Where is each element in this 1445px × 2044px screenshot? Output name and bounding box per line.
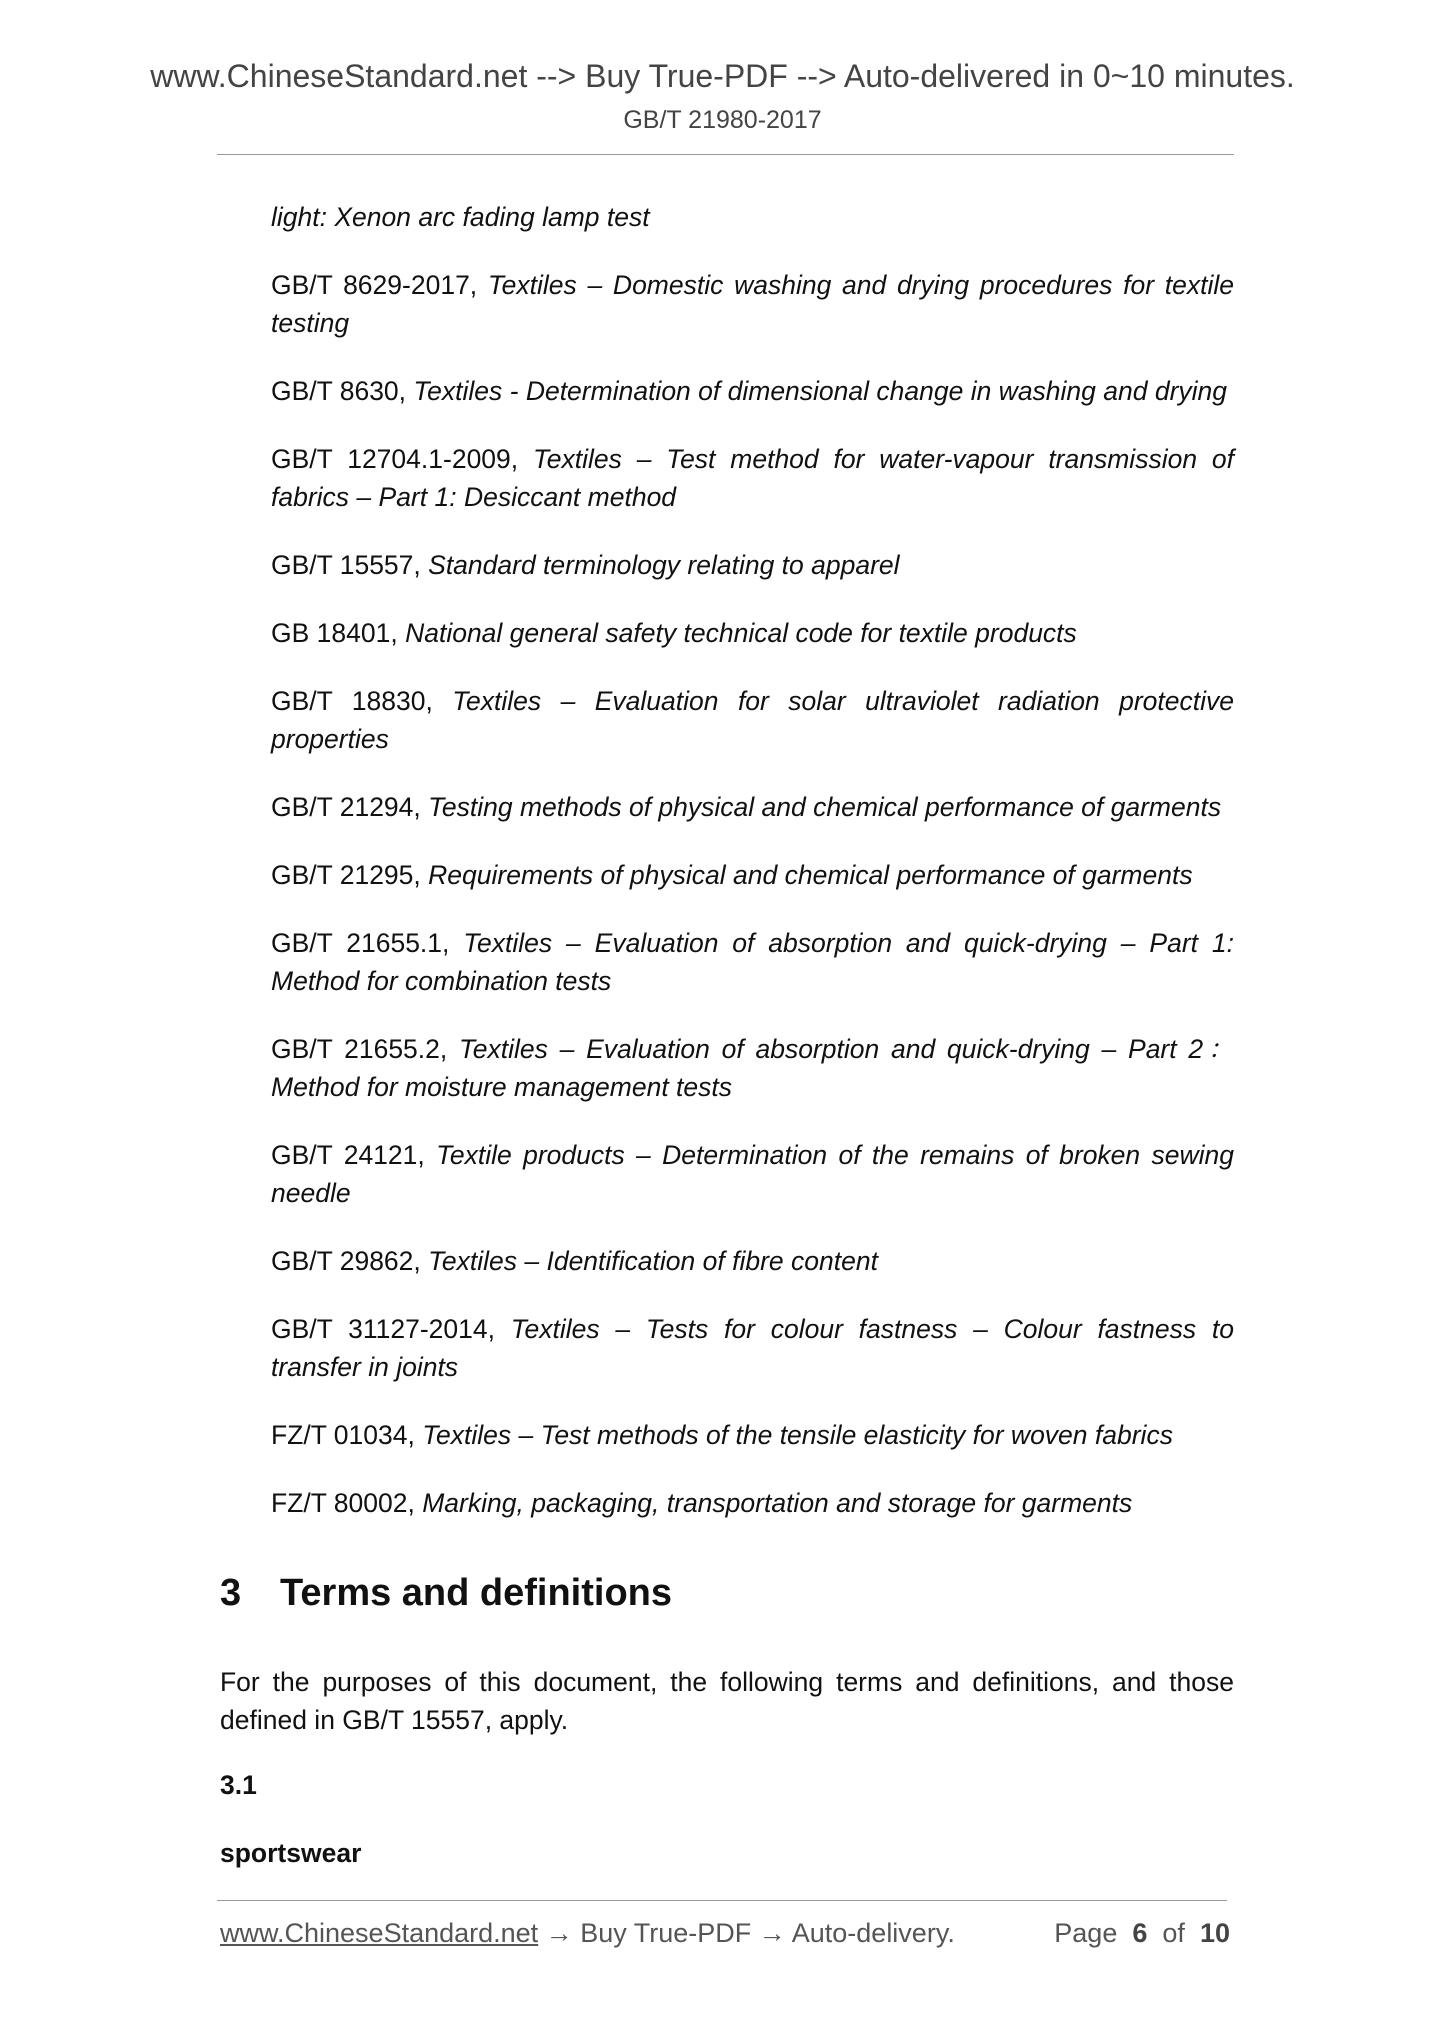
intro-paragraph: For the purposes of this document, the following terms and definitions, and those defined in GB/T 15557, apply. xyxy=(220,1667,1234,1735)
current-page: 6 xyxy=(1132,1918,1148,1948)
reference-item xyxy=(271,1136,1234,1212)
reference-title: Textiles - Determination of dimensional change in washing and drying xyxy=(413,376,1228,406)
reference-code: GB/T 15557, xyxy=(271,550,429,580)
reference-item xyxy=(271,924,1234,1000)
reference-code: GB/T 12704.1-2009, xyxy=(271,444,533,474)
reference-title: Textiles – Evaluation for solar ultraviolet radiation protective properties xyxy=(271,686,1234,754)
reference-item xyxy=(271,682,1234,758)
section-number: 3 xyxy=(220,1572,242,1614)
footer-site-link[interactable]: www.ChineseStandard.net xyxy=(220,1918,539,1948)
normative-references-list xyxy=(271,198,1234,1552)
document-code: GB/T 21980-2017 xyxy=(623,106,822,134)
reference-code: GB/T 29862, xyxy=(271,1246,429,1276)
reference-code: GB/T 21294, xyxy=(271,792,429,822)
reference-code: GB/T 21655.2, xyxy=(271,1034,460,1064)
section-heading xyxy=(220,1572,672,1615)
reference-code: GB/T 8629-2017, xyxy=(271,270,488,300)
header-divider xyxy=(217,154,1234,155)
reference-title: light: Xenon arc fading lamp test xyxy=(271,202,650,232)
reference-title: Standard terminology relating to apparel xyxy=(428,550,900,580)
reference-code: GB 18401, xyxy=(271,618,406,648)
reference-item xyxy=(271,614,1234,652)
reference-code: FZ/T 80002, xyxy=(271,1488,423,1518)
reference-item xyxy=(271,440,1234,516)
of-word: of xyxy=(1162,1918,1185,1948)
reference-title: Textile products – Determination of the remains of broken sewing needle xyxy=(271,1140,1234,1208)
reference-title: National general safety technical code for textile products xyxy=(405,618,1077,648)
reference-item xyxy=(271,1416,1234,1454)
reference-code: GB/T 21655.1, xyxy=(271,928,464,958)
reference-item xyxy=(271,1310,1234,1386)
total-pages: 10 xyxy=(1199,1918,1230,1948)
reference-item xyxy=(271,1484,1234,1522)
reference-code: GB/T 8630, xyxy=(271,376,414,406)
reference-code: GB/T 21295, xyxy=(271,860,429,890)
page-indicator xyxy=(1054,1918,1230,1949)
reference-item xyxy=(271,788,1234,826)
page-footer xyxy=(220,1918,1230,1949)
page-word: Page xyxy=(1054,1918,1118,1948)
reference-title: Textiles – Evaluation of absorption and quick-drying – Part 1: Method for combination tests xyxy=(271,928,1234,996)
reference-item xyxy=(271,198,1234,236)
header-banner: www.ChineseStandard.net --> Buy True-PDF --> Auto-delivered in 0~10 minutes. xyxy=(150,58,1295,94)
reference-item xyxy=(271,372,1234,410)
reference-item xyxy=(271,546,1234,584)
reference-code: FZ/T 01034, xyxy=(271,1420,423,1450)
reference-title: Textiles – Domestic washing and drying procedures for textile testing xyxy=(271,270,1234,338)
reference-title: Requirements of physical and chemical performance of garments xyxy=(428,860,1193,890)
reference-code: GB/T 24121, xyxy=(271,1140,437,1170)
reference-item xyxy=(271,1242,1234,1280)
section-title: Terms and definitions xyxy=(280,1572,673,1614)
reference-item xyxy=(271,1030,1234,1106)
clause-number: 3.1 xyxy=(220,1770,257,1800)
reference-title: Testing methods of physical and chemical performance of garments xyxy=(428,792,1222,822)
reference-code: GB/T 31127-2014, xyxy=(271,1314,511,1344)
footer-tagline: → Buy True-PDF → Auto-delivery. xyxy=(538,1918,955,1948)
reference-title: Textiles – Evaluation of absorption and quick-drying – Part 2：Method for moisture management tests xyxy=(271,1034,1234,1102)
reference-title: Textiles – Test methods of the tensile elasticity for woven fabrics xyxy=(422,1420,1173,1450)
footer-divider xyxy=(217,1900,1227,1901)
reference-item xyxy=(271,856,1234,894)
reference-title: Marking, packaging, transportation and storage for garments xyxy=(422,1488,1133,1518)
reference-code: GB/T 18830, xyxy=(271,686,453,716)
term-heading: sportswear xyxy=(220,1838,362,1868)
reference-title: Textiles – Test method for water-vapour transmission of fabrics – Part 1: Desiccant method xyxy=(271,444,1235,512)
reference-title: Textiles – Identification of fibre content xyxy=(428,1246,878,1276)
reference-title: Textiles – Tests for colour fastness – Colour fastness to transfer in joints xyxy=(271,1314,1235,1382)
reference-item xyxy=(271,266,1234,342)
